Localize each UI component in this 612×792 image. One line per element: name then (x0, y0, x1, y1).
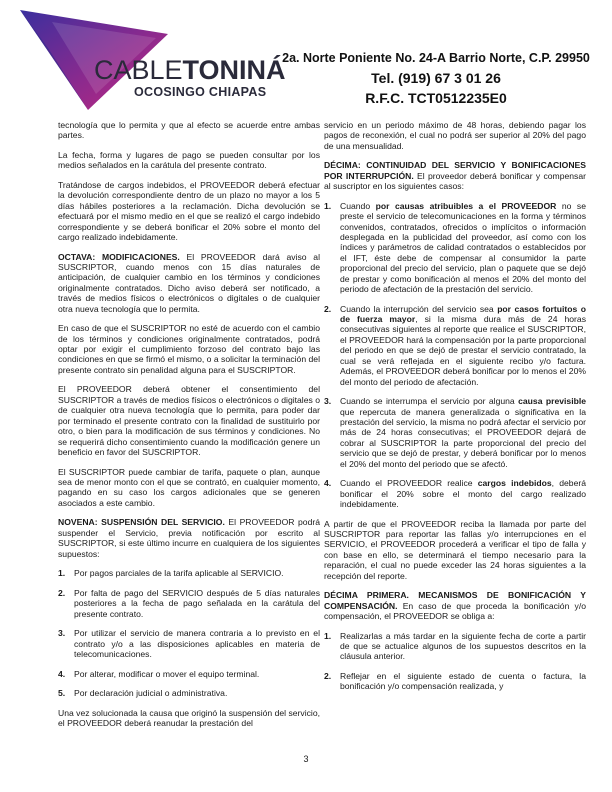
list-text: Por falta de pago del SERVICIO después de 5 días naturales posteriores a la fecha de pago señalada en la carátula del presente contrato. (74, 587, 320, 619)
logo-wordmark: CABLETONINÁ (94, 55, 286, 85)
clause-octava (58, 252, 320, 314)
list-number: 5. (58, 688, 66, 699)
clause-title: OCTAVA: MODIFICACIONES. (58, 251, 180, 262)
list-text-bold: por causas atribuibles a el PROVEEDOR (375, 200, 557, 211)
list-number: 1. (58, 568, 66, 579)
clause-decima-primera (324, 590, 586, 621)
list-text: Por declaración judicial o administrativa. (74, 688, 228, 699)
list-item (324, 671, 586, 692)
list-number: 2. (324, 670, 332, 681)
logo-subtitle: OCOSINGO CHIAPAS (134, 85, 267, 99)
list-number: 3. (58, 628, 66, 639)
list-item (324, 631, 586, 662)
paragraph: En caso de que el SUSCRIPTOR no esté de acuerdo con el cambio de los términos y condiciones originalmente contratados, podrá optar por exigir el cumplimiento forzoso del contrato bajo las condiciones en que se firmó el mismo, o a solicitar la terminación del presente contrato sin penalidad alguna para el SUSCRIPTOR. (58, 323, 320, 375)
list-text-bold: causa previsible (518, 396, 586, 407)
list-number: 3. (324, 396, 332, 407)
list-item (324, 396, 586, 469)
list-text: Por utilizar el servicio de manera contraria a lo previsto en el contrato y/o a las disposiciones aplicables en materia de telecomunicaciones. (74, 628, 320, 659)
paragraph: El PROVEEDOR deberá obtener el consentimiento del SUSCRIPTOR a través de medios físicos o electrónicos o digitales o de cualquier otra nueva tecnología que lo permita, para poder dar por terminado el presente contrato con la finalidad de sustituirlo por otro, o bien para la modificación de sus términos y condiciones. No se requerirá dicho consentimiento cuando la modificación genere un beneficio en favor del SUSCRIPTOR. (58, 384, 320, 457)
list-number: 4. (324, 478, 332, 489)
list-text-bold: cargos indebidos (477, 478, 552, 489)
list-text: Reflejar en el siguiente estado de cuenta o factura, la bonificación y/o compensación realizada, y (340, 670, 586, 692)
list-item (324, 304, 586, 387)
company-phone: Tel. (919) 67 3 01 26 (371, 70, 501, 86)
clause-novena (58, 517, 320, 559)
list-text: Por alterar, modificar o mover el equipo terminal. (74, 668, 260, 679)
clause-title: DÉCIMA PRIMERA. MECANISMOS DE BONIFICACIÓN Y COMPENSACIÓN. (324, 590, 586, 611)
left-column (58, 120, 320, 738)
list-item (58, 568, 320, 578)
page-number: 3 (303, 754, 309, 764)
paragraph: tecnología que lo permita y que al efecto se acuerde entre ambas partes. (58, 120, 320, 141)
list-item (58, 588, 320, 619)
paragraph: servicio en un periodo máximo de 48 horas, debiendo pagar los pagos de reconexión, el cual no podrá ser superior al 20% del pago de una mensualidad. (324, 120, 586, 151)
clause-text: El proveedor deberá bonificar y compensar al suscriptor en los siguientes casos: (324, 170, 586, 192)
paragraph: A partir de que el PROVEEDOR reciba la llamada por parte del SUSCRIPTOR para reportar las fallas y/o interrupciones en el SERVICIO, el PROVEEDOR procederá a verificar el tipo de falla y con base en ello, se determinará el tiempo necesario para la reparación, el cual no puede exceder las 24 horas siguientes a la recepción del reporte. (324, 518, 586, 581)
list-item (324, 201, 586, 295)
compensation-list (324, 201, 586, 510)
list-text: Cuando se interrumpa el servicio por alguna (340, 396, 519, 407)
list-number: 2. (58, 587, 66, 598)
list-text: , si la misma dura más de 24 horas consecutivas siguientes al reporte que realice el SUSCRIPTOR, el PROVEEDOR hará la compensación por la parte proporcional del periodo en que se dejó de prestar el servicio contratado, la cual se verá reflejada en el siguiente recibo y/o factura. Además, el PROVEEDOR deberá bonificar por lo menos el 20% del monto del periodo de afectación. (340, 314, 587, 387)
suspension-list (58, 568, 320, 698)
paragraph: La fecha, forma y lugares de pago se pueden consultar por los medios señalados en la carátula del presente contrato. (58, 150, 320, 171)
list-text: Cuando la interrupción del servicio sea (340, 303, 498, 314)
clause-text: En caso de que proceda la bonificación y/o compensación, el PROVEEDOR se obliga a: (324, 600, 586, 621)
list-text-bold: por casos fortuitos o de fuerza mayor (340, 303, 587, 325)
company-contact-block (280, 48, 592, 108)
paragraph: Una vez solucionada la causa que originó la suspensión del servicio, el PROVEEDOR deberá reanudar la prestación del (58, 707, 320, 729)
list-item (324, 478, 586, 509)
list-item (58, 628, 320, 659)
company-rfc: R.F.C. TCT0512235E0 (365, 90, 507, 106)
list-number: 1. (324, 630, 332, 641)
list-text: Por pagos parciales de la tarifa aplicable al SERVICIO. (74, 568, 284, 579)
list-text: Cuando (340, 200, 376, 211)
list-item (58, 669, 320, 679)
list-number: 4. (58, 668, 66, 679)
clause-decima (324, 160, 586, 191)
company-logo (18, 8, 286, 112)
clause-text: El PROVEEDOR podrá suspender el Servicio, previa notificación por escrito al SUSCRIPTOR, si este último incurre en cualquiera de los siguientes supuestos: (58, 517, 320, 559)
clause-title: NOVENA: SUSPENSIÓN DEL SERVICIO. (58, 517, 225, 528)
list-number: 2. (324, 303, 332, 314)
company-address: 2a. Norte Poniente No. 24-A Barrio Norte, C.P. 29950 (282, 51, 590, 65)
paragraph: Tratándose de cargos indebidos, el PROVEEDOR deberá efectuar la devolución correspondiente dentro de un plazo no mayor a los 5 días hábiles posteriores a la reclamación. Dicha devolución se efectuará por el mismo medio en el que se realizó el cargo indebido correspondiente y se deberá bonificar el 20% sobre el monto del cargo realizado indebidamente. (58, 180, 320, 243)
list-text: Realizarlas a más tardar en la siguiente fecha de corte a partir de que se actualice algunos de los supuestos descritos en la cláusula anterior. (340, 630, 586, 662)
right-column (324, 120, 586, 701)
clause-text: El PROVEEDOR dará aviso al SUSCRIPTOR, cuando menos con 15 días naturales de anticipación, de cualquier cambio en los términos y condiciones originalmente contratados. Dicho aviso deberá ser notificado, a través de medios físicos o electrónicos o digitales o de cualquier otra nueva tecnología que lo permita. (58, 251, 320, 314)
list-text: no se preste el servicio de telecomunicaciones en la forma y términos convenidos, contratados, ofrecidos o implícitos o información desplegada en la publicidad del proveedor, así como con los índices y parámetros de calidad contratados o establecidos por el IFT, éste debe de compensar al consumidor la parte proporcional del precio del servicio, plan o paquete que se dejó de prestar y como bonificación al menos el 20% del monto del periodo de afectación de la prestación del servicio. (340, 200, 586, 295)
list-item (58, 688, 320, 698)
paragraph: El SUSCRIPTOR puede cambiar de tarifa, paquete o plan, aunque sea de menor monto con el que se contrató, en cualquier momento, pagando en su caso los cargos adicionales que se generen asociados a este cambio. (58, 466, 320, 508)
clause-title: DÉCIMA: CONTINUIDAD DEL SERVICIO Y BONIFICACIONES POR INTERRUPCIÓN. (324, 160, 586, 181)
list-number: 1. (324, 200, 332, 211)
list-text: Cuando el PROVEEDOR realice (340, 478, 478, 489)
list-text: que repercuta de manera generalizada o significativa en la prestación del servicio, la misma no podrá afectar el servicio por más de 24 horas consecutivas; el PROVEEDOR dejará de cobrar al SUSCRIPTOR la parte proporcional del precio del servicio que se dejó de prestar, y deberá bonificar por lo menos el 20% del monto del periodo que se afectó. (340, 406, 586, 469)
mechanism-list (324, 631, 586, 692)
list-text: , deberá bonificar el 20% sobre el monto del cargo realizado indebidamente. (340, 478, 586, 509)
